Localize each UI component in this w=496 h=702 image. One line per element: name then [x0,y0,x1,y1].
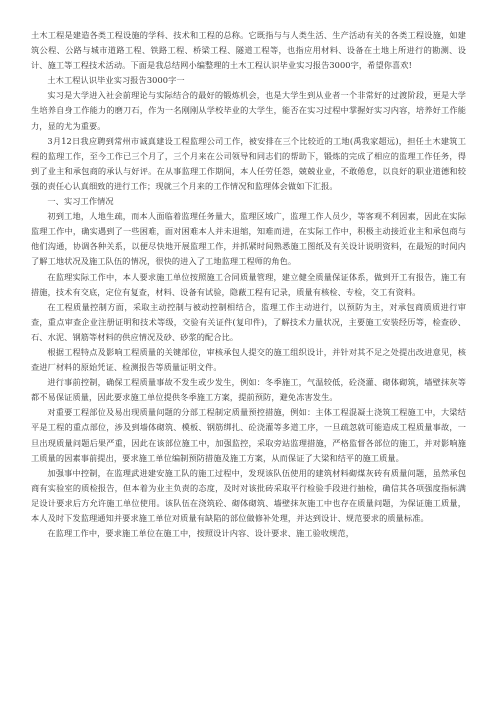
section-heading: 一、实习工作情况 [47,196,114,207]
intro-paragraph: 土木工程是建造各类工程设施的学科、技术和工程的总称。它既指与与人类生活、生产活动有关的各类工程设施，如建筑公程、公路与城市道路工程、铁路工程、桥梁工程、隧道工程等，也指应用材料、设备在土地上所进行的勘测、设计、施工等工程技术活动。下面是我总结网小编整理的土木工程认识毕业实习报告3000字，希望你喜欢! [31,30,466,71]
body-paragraph: 进行事前控制，确保工程质量事故不发生或少发生，例如：冬季施工，气温较低，砼浇灌、砌体砌筑，墙壁抹灰等都不易保证质量，因此要求施工单位提供冬季施工方案，提前预防，避免冻害发生。 [31,377,466,403]
body-paragraph: 3月12日我应聘到常州市诚真建设工程监理公司工作，被安排在三个比较近的工地(禹我家超远)，担任土木建筑工程的监理工作，至今工作已三个月了，三个月来在公司领导和同志们的帮助下，锻炼的完成了相应的监理工作任务，得到了业主和承包商的承认与好评。在从事监理工作期间，本人任劳任怨，兢兢业业，不敢倦怠，以良好的职业道德和较强的责任心认真细致的进行工作；现就三个月来的工作情况和监理体会做如下汇报。 [31,135,466,191]
body-paragraph: 在监理工作中，要求施工单位在施工中，按照设计内容、设计要求、施工验收规范， [47,528,355,539]
report-heading: 土木工程认识毕业实习报告3000字一 [47,75,185,86]
body-paragraph: 对重要工程部位及易出现质量问题的分部工程制定质量预控措施，例如：主体工程混凝土浇筑工程施工中，大梁结平是工程的重点部位，涉及到墙体砌筑、模板、钢筋绑扎、砼浇灌等多道工序，一旦疏忽就可能造成工程质量事故，一旦出现质量问题后果严重，因此在该部位施工中，加强监控，采取旁站监理措施，严格监督各部位的施工，并对影响施工质量的因素事前提出，要求施工单位编制预防措施及施工方案，从而保证了大梁和结平的施工质量。 [31,407,466,463]
body-paragraph: 加强事中控制，在监理武进建安施工队的施工过程中，发现该队伍使用的建筑材料砌煤灰砖有质量问题，虽然承包商有实验室的质检报告，但本着为业主负责的态度，及时对该批砖采取平行检验手段进行抽检，确信其各项强度指标满足设计要求后方允许施工单位使用。该队伍在浇筑砼、砌体砌筑、墙壁抹灰施工中也存在质量问题，为保证施工质量，本人及时下发监理通知并要求施工单位对质量有缺陷的部位做修补处理，并达到设计、规范要求的质量标准。 [31,467,466,523]
body-paragraph: 实习是大学进入社会前理论与实际结合的最好的锻炼机会，也是大学生到从业者一个非常好的过渡阶段，更是大学生培养自身工作能力的磨刀石，作为一名刚刚从学校毕业的大学生，能否在实习过程中掌握好实习内容，培养好工作能力，显的尤为重要。 [31,90,466,131]
body-paragraph: 在工程质量控制方面，采取主动控制与被动控制相结合，监理工作主动进行，以预防为主，对承包商质质进行审查，重点审查企业注册证明和技术等级，交验有关证件(复印件)，了解技术力量状况，主要施工安装经历等，检查砂、石、水泥、钢筋等材料的供应情况及砂、砂浆的配合比。 [31,301,466,342]
body-paragraph: 根据工程特点及影响工程质量的关键部位，审核承包人提交的施工组织设计，并针对其不足之处提出改进意见，核查进厂材料的原始凭证、检测报告等质量证明文件。 [31,346,466,373]
body-paragraph: 在监理实际工作中，本人要求施工单位按照施工合同质量管理，建立健全质量保证体系，做到开工有报告，施工有措施，技术有交底，定位有复查，材料、设备有试验，隐蔽工程有记录，质量有核检、专检，交工有资料。 [31,271,466,297]
body-paragraph: 初到工地，人地生疏，而本人面临着监理任务量大，监理区域广，监理工作人员少，等客观不利因素，因此在实际监理工作中，确实遇到了一些困难，面对困难本人并未退缩，知难而进，在实际工作中，积极主动接近业主和承包商与他们沟通，协调各种关系，以便尽快地开展监理工作，并抓紧时间熟悉施工图纸及有关设计说明资料，在最短的时间内了解工地状况及施工队伍的情况，很快的进入了工地监理工程师的角色。 [31,211,466,267]
